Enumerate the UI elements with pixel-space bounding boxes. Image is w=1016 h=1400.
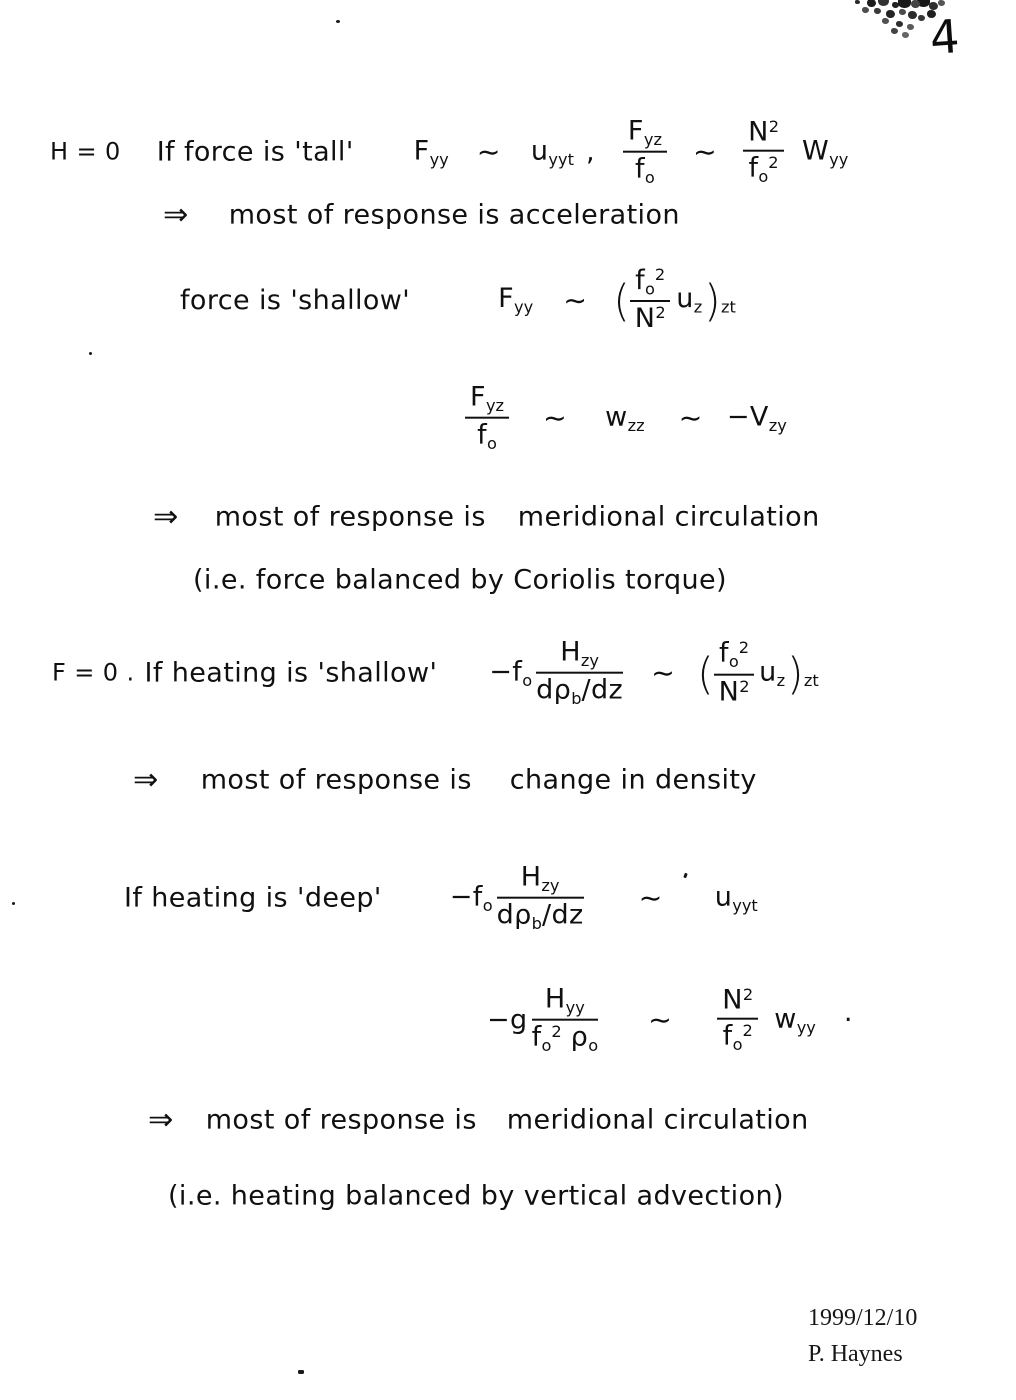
fraction-numerator: $f_o^2$ xyxy=(714,639,754,675)
subscript: o xyxy=(522,670,533,690)
subscript: yyt xyxy=(732,895,758,915)
fraction-denominator: $f_o^2$ xyxy=(748,152,779,187)
text-run: ∼ xyxy=(648,1003,673,1037)
conclusion-density xyxy=(133,763,757,798)
subscript: o xyxy=(541,1036,552,1056)
superscript: 2 xyxy=(768,117,780,137)
text-run: $W_{yy}$ xyxy=(802,135,849,169)
text-run: If heating is 'shallow' xyxy=(144,657,438,689)
subscript: yy xyxy=(514,297,534,317)
text-run: ∼ xyxy=(651,656,676,690)
superscript: 2 xyxy=(551,1022,562,1042)
text-run: ∼ xyxy=(678,401,703,435)
text-run: $u_z$ xyxy=(759,656,786,690)
text-run: (i.e. force balanced by Coriolis torque) xyxy=(193,564,727,596)
text-run: · xyxy=(843,1004,853,1036)
text-run: most of response is acceleration xyxy=(228,199,680,231)
case-h0-force-tall xyxy=(50,117,848,188)
fraction xyxy=(630,266,670,334)
fraction-denominator: $d\rho_b/dz$ xyxy=(536,675,624,709)
text-run: $-f_o$ xyxy=(449,881,493,915)
text-run: ) xyxy=(787,647,804,699)
fraction-denominator: $N^2$ xyxy=(634,303,666,335)
implies-arrow-icon: ⇒ xyxy=(163,197,189,233)
fraction xyxy=(743,118,784,186)
fraction-denominator: $N^2$ xyxy=(718,676,750,708)
subscript: b xyxy=(531,914,542,934)
superscript: 2 xyxy=(768,152,779,172)
superscript: 2 xyxy=(739,676,750,696)
fraction xyxy=(465,383,509,454)
subscript: yz xyxy=(485,396,505,416)
fraction-denominator: $f_o^2$ xyxy=(722,1020,753,1055)
fraction-denominator: $d\rho_b/dz$ xyxy=(496,900,584,934)
stray-mark xyxy=(12,902,15,905)
fraction-denominator: $f_o^2$ $\rho_o$ xyxy=(531,1022,599,1056)
text-run: $F_{yy}$ xyxy=(498,283,534,317)
fraction-numerator: $F_{yz}$ xyxy=(623,117,667,153)
fraction xyxy=(532,985,599,1056)
subscript: z xyxy=(693,297,703,317)
text-run: , xyxy=(585,136,595,168)
text-run: $u_{yyt}$ xyxy=(530,135,574,169)
subscript: yyt xyxy=(548,149,574,169)
fraction-numerator: $f_o^2$ xyxy=(630,266,670,302)
note-vertical-advection xyxy=(168,1181,784,1212)
fraction xyxy=(497,863,584,934)
text-run: force is 'shallow' xyxy=(180,284,411,316)
subscript: o xyxy=(645,279,655,299)
text-run: $F_{yy}$ xyxy=(413,135,449,169)
heating-deep-second-relation xyxy=(487,985,853,1056)
subscript: zt xyxy=(720,297,736,317)
subscript: o xyxy=(482,895,493,915)
implies-arrow-icon: ⇒ xyxy=(133,762,159,798)
text-run: ∼ xyxy=(476,135,501,169)
subscript: zz xyxy=(627,415,645,435)
conclusion-acceleration xyxy=(163,198,680,233)
superscript: 2 xyxy=(738,638,750,658)
fraction-denominator: $f_o$ xyxy=(635,154,655,188)
implies-arrow-icon: ⇒ xyxy=(153,499,179,535)
stray-mark xyxy=(89,352,92,355)
subscript: zy xyxy=(580,651,599,671)
text-run: ∼ xyxy=(543,401,568,435)
note-coriolis-torque xyxy=(193,565,727,596)
subscript: yy xyxy=(829,149,849,169)
conclusion-meridional-1 xyxy=(153,500,820,535)
stray-mark xyxy=(298,1370,304,1374)
text-run xyxy=(804,656,819,690)
superscript: 2 xyxy=(655,303,666,323)
fraction xyxy=(717,986,758,1054)
fraction-numerator: $F_{yz}$ xyxy=(465,383,509,419)
page-number: 4 xyxy=(928,9,962,65)
subscript: o xyxy=(732,1035,743,1055)
text-run: If force is 'tall' xyxy=(156,136,354,168)
subscript: yy xyxy=(429,149,449,169)
case-heating-deep xyxy=(124,863,758,934)
fyz-balance xyxy=(465,383,787,454)
text-run: ∼ xyxy=(638,881,663,915)
ink-smudge xyxy=(855,0,860,4)
text-run: F = 0 . xyxy=(52,659,135,687)
footer-author: P. Haynes xyxy=(808,1341,903,1367)
text-run: ( xyxy=(613,274,631,326)
subscript: zt xyxy=(803,670,819,690)
text-run: If heating is 'deep' xyxy=(124,882,382,914)
text-run: $u_z$ xyxy=(676,283,703,317)
case-f0-heating-shallow xyxy=(52,638,819,709)
text-run: −g xyxy=(487,1004,528,1036)
text-run: H = 0 xyxy=(50,138,121,166)
text-run: most of response is xyxy=(214,501,486,533)
subscript: b xyxy=(571,689,582,709)
text-run: ∼ xyxy=(563,283,588,317)
text-run: (i.e. heating balanced by vertical advection) xyxy=(168,1180,784,1212)
text-run: $w_{zz}$ xyxy=(605,401,645,435)
text-run: $-V_{zy}$ xyxy=(726,401,787,435)
superscript: 2 xyxy=(742,985,754,1005)
subscript: o xyxy=(758,167,769,187)
subscript: yy xyxy=(796,1017,816,1037)
fraction xyxy=(623,117,667,188)
fraction-denominator: $f_o$ xyxy=(477,420,497,454)
implies-arrow-icon: ⇒ xyxy=(148,1102,174,1138)
stray-mark xyxy=(336,20,340,23)
subscript: o xyxy=(588,1036,599,1056)
fraction xyxy=(536,638,623,709)
text-run: ) xyxy=(704,274,721,326)
subscript: z xyxy=(776,670,786,690)
footer-stamp xyxy=(808,1300,917,1372)
text-run: meridional circulation xyxy=(517,501,820,533)
text-run: change in density xyxy=(509,764,757,796)
text-run: $-f_o$ xyxy=(489,656,533,690)
text-run: ( xyxy=(697,647,714,699)
subscript: o xyxy=(644,168,655,188)
case-force-shallow xyxy=(180,266,736,334)
text-run xyxy=(721,283,736,317)
text-run: $u_{yyt}$ xyxy=(714,881,758,915)
subscript: yz xyxy=(643,130,662,150)
text-run: meridional circulation xyxy=(506,1104,809,1136)
footer-date: 1999/12/10 xyxy=(808,1305,918,1331)
fraction-numerator: $N^2$ xyxy=(743,118,784,152)
subscript: yy xyxy=(565,998,585,1018)
subscript: o xyxy=(487,434,497,454)
subscript: zy xyxy=(541,876,560,896)
fraction xyxy=(714,639,754,707)
subscript: zy xyxy=(768,415,787,435)
text-run: $w_{yy}$ xyxy=(774,1003,816,1037)
superscript: 2 xyxy=(742,1020,753,1040)
fraction-numerator: $H_{yy}$ xyxy=(532,985,599,1021)
subscript: o xyxy=(728,652,739,672)
fraction-numerator: $N^2$ xyxy=(717,986,758,1020)
fraction-numerator: $H_{zy}$ xyxy=(536,638,623,674)
superscript: 2 xyxy=(654,265,666,285)
text-run: most of response is xyxy=(200,764,472,796)
text-run: ∼ xyxy=(692,135,718,169)
conclusion-meridional-2 xyxy=(148,1103,809,1138)
text-run: most of response is xyxy=(205,1104,477,1136)
fraction-numerator: $H_{zy}$ xyxy=(497,863,584,899)
